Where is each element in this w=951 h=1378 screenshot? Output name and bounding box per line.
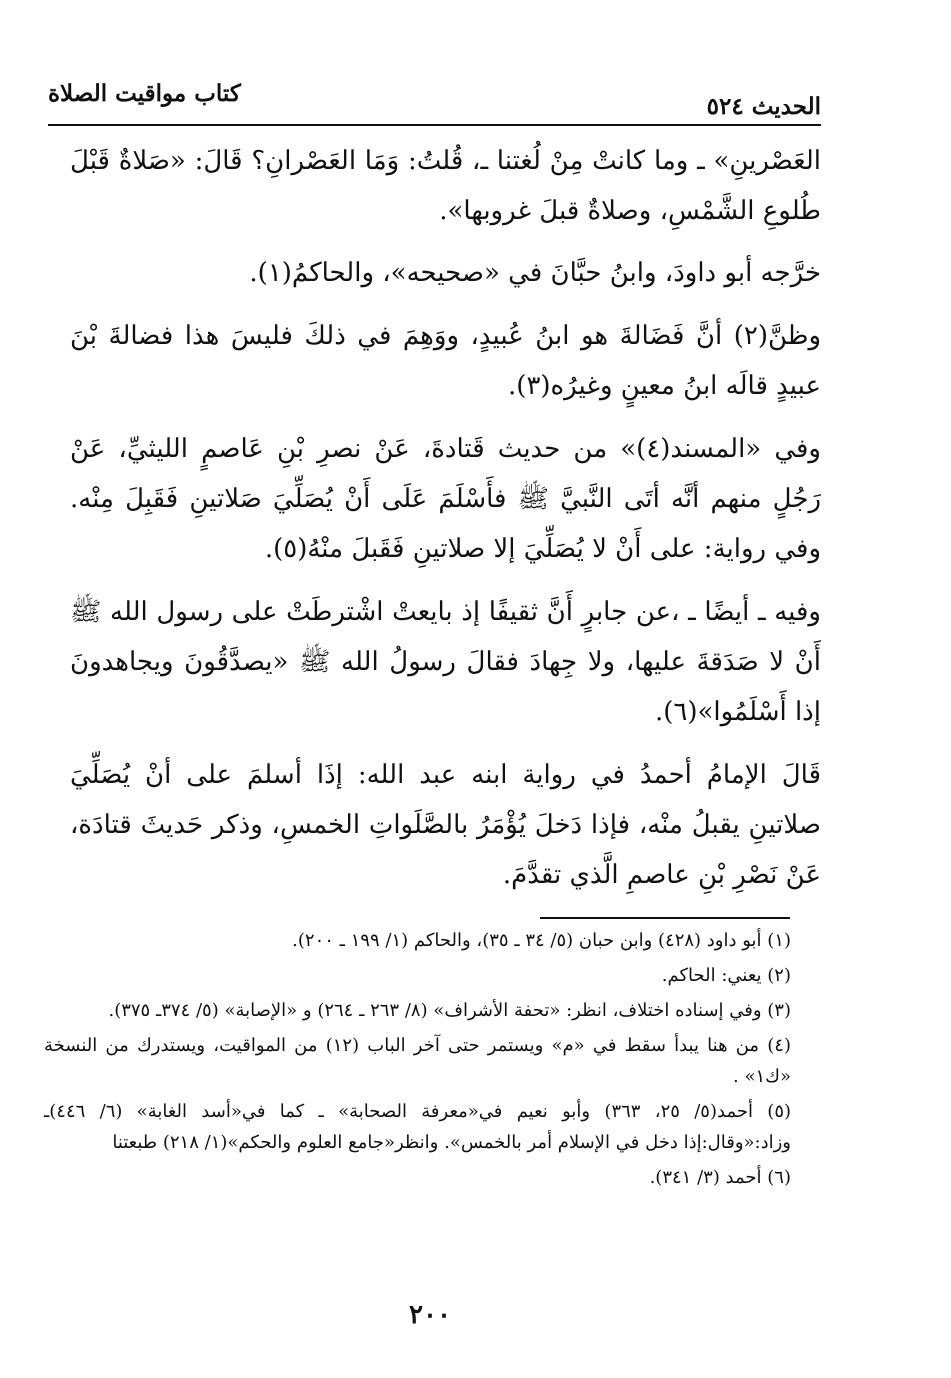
footnote: (٢) يعني: الحاكم. (661, 965, 791, 986)
page-header (48, 78, 821, 126)
page-number: ٢٠٠ (409, 1300, 451, 1330)
book-title: كتاب مواقيت الصلاة (48, 80, 241, 107)
footnote: (٤) من هنا يبدأ سقط في «م» ويستمر حتى آخر الباب (١٢) من المواقيت، ويستدرك من النسخة «ك١» . (44, 1035, 791, 1087)
footnote: (٣) وفي إسناده اختلاف، انظر: «تحفة الأشراف» (٨/ ٢٦٣ ـ ٢٦٤) و «الإصابة» (٥/ ٣٧٤ـ ٣٧٥). (108, 1000, 791, 1021)
paragraph: وظنَّ(٢) أنَّ فَضَالةَ هو ابنُ عُبيدٍ، ووَهِمَ في ذلكَ فليسَ هذا فضالةَ بْنَ عبيدٍ قالَه ابنُ معينٍ وغيرُه(٣). (70, 321, 821, 401)
footnote: (١) أبو داود (٤٢٨) وابن حبان (٥/ ٣٤ ـ ٣٥)، والحاكم (١/ ١٩٩ ـ ٢٠٠). (292, 930, 791, 951)
paragraph: وفيه ـ أيضًا ـ ،عن جابرٍ أَنَّ ثقيفًا إذ بايعتْ اشْترطَتْ على رسول الله ﷺ أَنْ لا صَدَقةَ عليها، ولا جِهادَ فقالَ رسولُ الله ﷺ «يصدَّقُونَ ويجاهدونَ إذا أَسْلَمُوا»(٦). (70, 597, 821, 727)
footnote: (٥) أحمد(٥/ ٢٥، ٣٦٣) وأبو نعيم في«معرفة الصحابة» ـ كما في«أسد الغابة» (٦/ ٤٤٦)ـ وزاد:«وقال:إذا دخل في الإسلام أمر بالخمس». وانظر«جامع العلوم والحكم»(١/ ٢١٨) طبعتنا (44, 1101, 792, 1153)
paragraph: العَصْرينِ» ـ وما كانتْ مِنْ لُغتنا ـ، قُلتُ: وَمَا العَصْرانِ؟ قَالَ: «صَلاةٌ قَبْلَ طُلوعِ الشَّمْسِ، وصلاةٌ قبلَ غروبها». (70, 146, 821, 226)
footnotes (44, 925, 791, 1197)
paragraph: خرَّجه أبو داودَ، وابنُ حبَّانَ في «صحيحه»، والحاكمُ(١). (249, 258, 821, 288)
footnote-divider (540, 917, 790, 919)
paragraph: وفي «المسند(٤)» من حديث قَتادةَ، عَنْ نصرِ بْنِ عَاصمٍ الليثيِّ، عَنْ رَجُلٍ منهم أنَّه أتَى النَّبيَّ ﷺ فأَسْلَمَ عَلَى أَنْ يُصَلِّيَ صَلاتينِ فَقَبِلَ مِنْه. وفي رواية: على أَنْ لا يُصَلِّيَ إلا صلاتينِ فَقَبلَ منْهُ(٥). (70, 434, 821, 564)
main-text (70, 136, 821, 913)
paragraph: قَالَ الإمامُ أحمدُ في رواية ابنه عبد الله: إذَا أسلمَ على أنْ يُصَلِّيَ صلاتينِ يقبلُ منْه، فإذا دَخلَ يُؤْمَرُ بالصَّلَواتِ الخمسِ، وذكر حَديثَ قتادَة، عَنْ نَصْرِ بْنِ عاصمِ الَّذي تقدَّمَ. (70, 760, 821, 890)
hadith-number: الحديث ٥٢٤ (706, 93, 821, 120)
footnote: (٦) أحمد (٣/ ٣٤١). (649, 1167, 791, 1188)
